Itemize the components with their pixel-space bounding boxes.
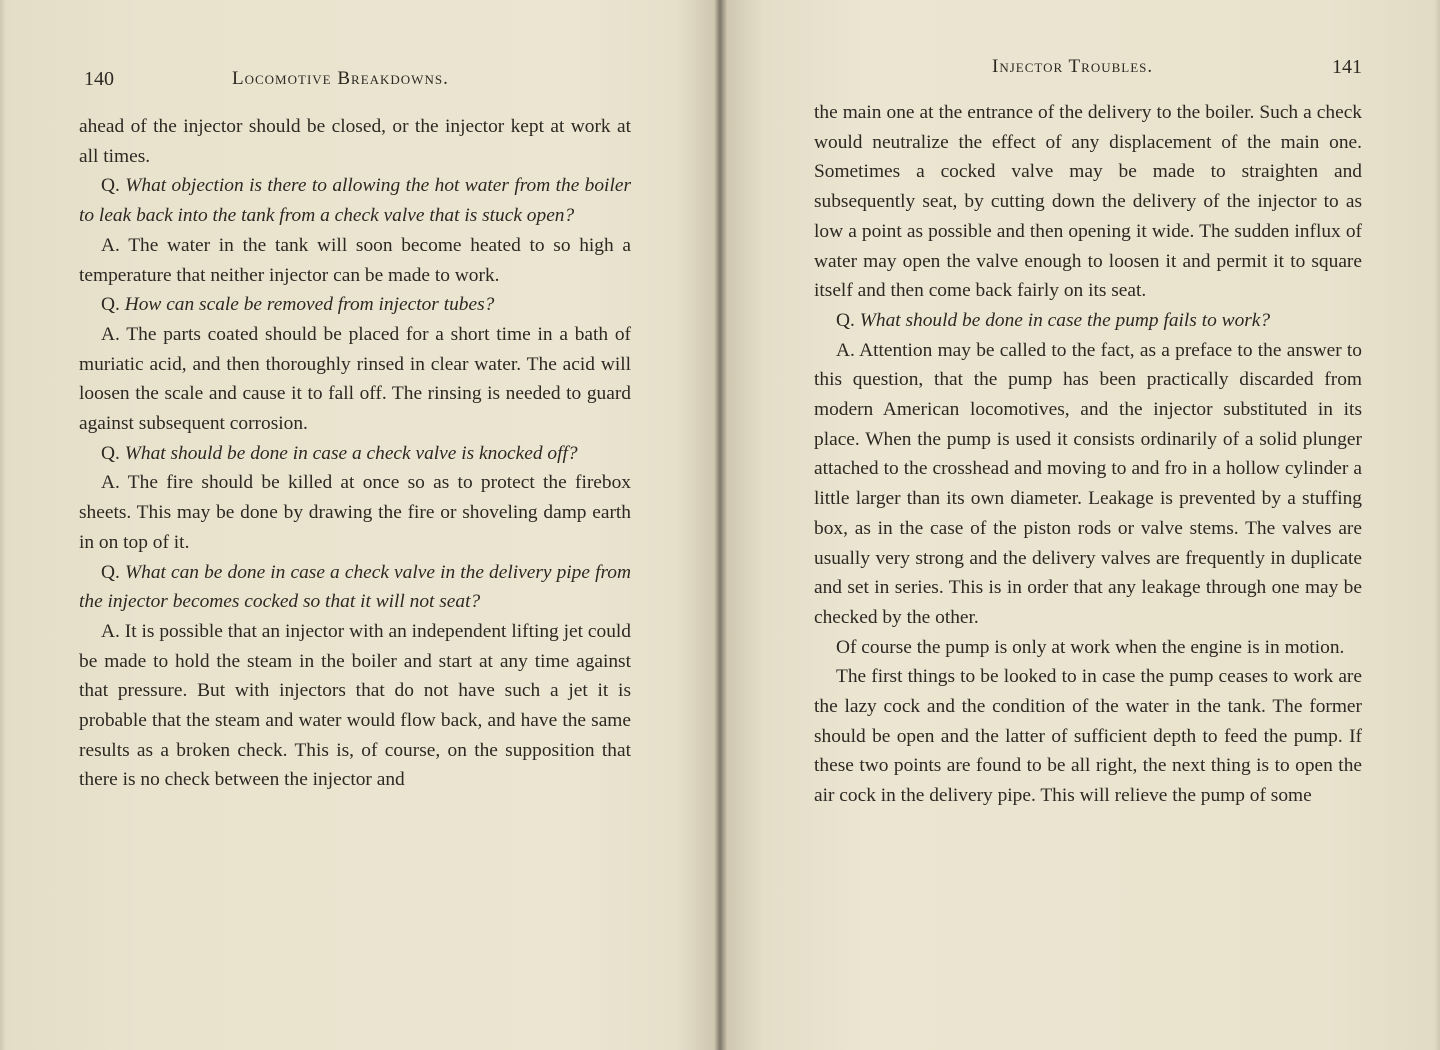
paragraph-text: the main one at the entrance of the delivery to the boiler. Such a check would neutralize the effect of any displacement of the main one. Sometimes a cocked valve may be made to straighten and subsequently seat, by cutting down the delivery of the injector to as low a point as possible and then opening it wide. The sudden influx of water may open the valve enough to loosen it and permit it to square itself and then come back fairly on its seat. (814, 102, 1362, 302)
question-label: Q. (101, 294, 120, 316)
answer-label: A. (101, 472, 120, 494)
paragraph-text: The first things to be looked to in case the pump ceases to work are the lazy cock and the condition of the water in the tank. The former should be open and the latter of sufficient depth to feed the pump. If these two points are found to be all right, the next thing is to open the air cock in the delivery pipe. This will relieve the pump of some (814, 666, 1362, 807)
left-page-number: 140 (84, 68, 114, 90)
answer-label: A. (836, 339, 855, 361)
answer-label: A. (101, 234, 120, 256)
paragraph-text: What should be done in case a check valve is knocked off? (124, 442, 578, 464)
paragraph-text: What can be done in case a check valve in the delivery pipe from the injector becomes cocked so that it will not seat? (79, 561, 631, 613)
paragraph-text: Of course the pump is only at work when the engine is in motion. (836, 636, 1345, 658)
answer-paragraph (79, 617, 631, 795)
question-paragraph (79, 171, 631, 230)
answer-paragraph (79, 231, 631, 290)
answer-paragraph (814, 336, 1362, 633)
body-paragraph (79, 112, 631, 171)
body-paragraph (814, 662, 1362, 811)
question-paragraph (814, 306, 1362, 336)
left-page (0, 0, 718, 1050)
paragraph-text: Attention may be called to the fact, as a preface to the answer to this question, that the pump has been practically discarded from modern American locomotives, and the injector substituted in its place. When the pump is used it consists ordinarily of a solid plunger attached to the crosshead and moving to and fro in a hollow cylinder a little larger than its own diameter. Leakage is prevented by a stuffing box, as in the case of the piston rods or valve stems. The valves are usually very strong and the delivery valves are frequently in duplicate and set in series. This is in order that any leakage through one may be checked by the other. (814, 339, 1362, 628)
paragraph-text: The parts coated should be placed for a short time in a bath of muriatic acid, and then thoroughly rinsed in clear water. The acid will loosen the scale and cause it to fall off. The rinsing is needed to guard against subsequent corrosion. (79, 323, 631, 435)
body-paragraph (814, 98, 1362, 306)
question-paragraph (79, 558, 631, 617)
answer-paragraph (79, 468, 631, 557)
left-running-head: Locomotive Breakdowns. (232, 68, 449, 89)
right-page (724, 0, 1440, 1050)
right-page-number: 141 (1332, 56, 1362, 78)
answer-label: A. (101, 323, 120, 345)
paragraph-text: ahead of the injector should be closed, or the injector kept at work at all times. (79, 116, 631, 167)
paragraph-text: What should be done in case the pump fails to work? (859, 309, 1271, 331)
right-running-head: Injector Troubles. (992, 56, 1154, 77)
question-label: Q. (101, 561, 120, 583)
question-label: Q. (836, 309, 855, 331)
question-paragraph (79, 290, 631, 320)
question-paragraph (79, 439, 631, 469)
answer-label: A. (101, 620, 120, 642)
body-paragraph (814, 633, 1362, 663)
left-page-body (79, 112, 631, 795)
right-page-body (814, 98, 1362, 811)
paragraph-text: What objection is there to allowing the hot water from the boiler to leak back into the tank from a check valve that is stuck open? (79, 175, 631, 227)
paragraph-text: The water in the tank will soon become heated to so high a temperature that neither injector can be made to work. (79, 234, 631, 286)
question-label: Q. (101, 175, 120, 197)
paragraph-text: The fire should be killed at once so as to protect the firebox sheets. This may be done by drawing the fire or shoveling damp earth in on top of it. (79, 472, 631, 553)
answer-paragraph (79, 320, 631, 439)
paragraph-text: How can scale be removed from injector tubes? (124, 294, 495, 316)
paragraph-text: It is possible that an injector with an independent lifting jet could be made to hold the steam in the boiler and start at any time against that pressure. But with injectors that do not have such a jet it is probable that the steam and water would flow back, and have the same results as a broken check. This is, of course, on the supposition that there is no check between the injector and (79, 620, 631, 791)
question-label: Q. (101, 442, 120, 464)
